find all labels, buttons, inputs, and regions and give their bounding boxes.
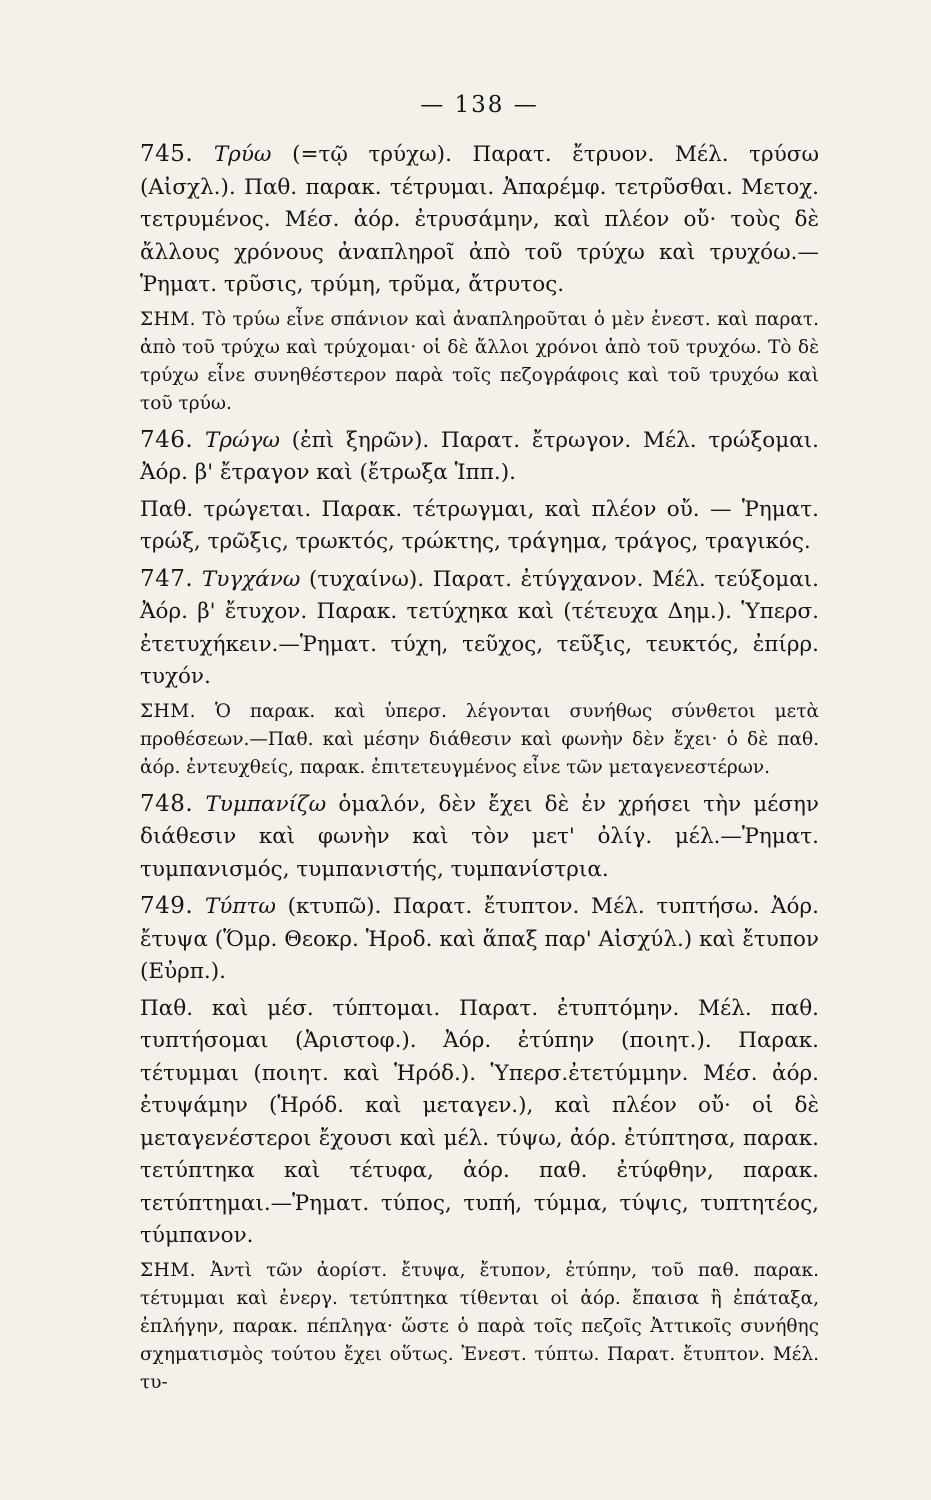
entry-lemma: Τυγχάνω <box>201 566 301 592</box>
note-745 <box>140 306 819 418</box>
note-text: Τὸ τρύω εἶνε σπάνιον καὶ ἀναπληροῦται ὁ μὲν ἐνεστ. καὶ παρατ. ἀπὸ τοῦ τρύχω καὶ τρύχομαι· οἱ δὲ ἄλλοι χρόνοι ἀπὸ τοῦ τρυχόω. Τὸ δὲ τρύχω εἶνε συνηθέστερον παρὰ τοῖς πεζογράφοις καὶ τοῦ τρυχόω καὶ τοῦ τρύω. <box>140 308 819 414</box>
entry-number: 746. <box>140 426 194 453</box>
entry-number: 747. <box>140 565 194 592</box>
note-749 <box>140 1257 819 1397</box>
page-number: — 138 — <box>420 92 539 118</box>
entry-749 <box>140 890 819 989</box>
entry-745 <box>140 138 819 302</box>
note-text: Ὁ παρακ. καὶ ὑπερσ. λέγονται συνήθως σύνθετοι μετὰ προθέσεων.—Παθ. καὶ μέσην διάθεσιν καὶ φωνὴν δὲν ἔχει· ὁ δὲ παθ. ἀόρ. ἐντευχθείς, παρακ. ἐπιτετευγμένος εἶνε τῶν μεταγενεστέρων. <box>140 700 819 778</box>
entry-text: (κτυπῶ). Παρατ. ἔτυπτον. Μέλ. τυπτήσω. Ἀόρ. ἔτυψα (Ὅμρ. Θεοκρ. Ἡροδ. καὶ ἅπαξ παρ' Αἰσχύλ.) καὶ ἔτυπον (Εὐρπ.). <box>140 894 819 984</box>
note-text: Ἀντὶ τῶν ἀορίστ. ἔτυψα, ἔτυπον, ἐτύπην, τοῦ παθ. παρακ. τέτυμμαι καὶ ἐνεργ. τετύπτηκα τίθενται οἱ ἀόρ. ἔπαισα ἢ ἐπάταξα, ἐπλήγην, παρακ. πέπληγα· ὥστε ὁ παρὰ τοῖς πεζοῖς Ἀττικοῖς συνήθης σχηματισμὸς τούτου ἔχει οὕτως. Ἐνεστ. τύπτω. Παρατ. ἔτυπτον. Μέλ. τυ- <box>140 1259 819 1393</box>
entry-747 <box>140 563 819 694</box>
entry-749-continued: Παθ. καὶ μέσ. τύπτομαι. Παρατ. ἐτυπτόμην. Μέλ. παθ. τυπτήσομαι (Ἀριστοφ.). Ἀόρ. ἐτύπην (ποιητ.). Παρακ. τέτυμμαι (ποιητ. καὶ Ἡρόδ.). Ὑπερσ.ἐτετύμμην. Μέσ. ἀόρ. ἐτυψάμην (Ἡρόδ. καὶ μεταγεν.), καὶ πλέον οὔ· οἱ δὲ μεταγενέστεροι ἔχουσι καὶ μέλ. τύψω, ἀόρ. ἐτύπτησα, παρακ. τετύπτηκα καὶ τέτυφα, ἀόρ. παθ. ἐτύφθην, παρακ. τετύπτημαι.—Ῥηματ. τύπος, τυπή, τύμμα, τύψις, τυπτητέος, τύμπανον. <box>140 995 819 1248</box>
entry-lemma: Τρύω <box>213 142 272 167</box>
entry-text: (ἐπὶ ξηρῶν). Παρατ. ἔτρωγον. Μέλ. τρώξομαι. Ἀόρ. β' ἔτραγον καὶ (ἔτρωξα Ἱππ.). <box>140 427 819 485</box>
entry-746 <box>140 424 819 490</box>
note-747 <box>140 698 819 782</box>
entry-748 <box>140 788 819 887</box>
entry-number: 748. <box>140 790 194 817</box>
note-label: ΣΗΜ. <box>140 700 197 722</box>
entry-number: 745. <box>140 141 194 167</box>
entry-746-continued: Παθ. τρώγεται. Παρακ. τέτρωγμαι, καὶ πλέον οὔ. — Ῥηματ. τρώξ, τρῶξις, τρωκτός, τρώκτης, τράγημα, τράγος, τραγικός. <box>140 496 819 554</box>
entry-text: ὁμαλόν, δὲν ἔχει δὲ ἐν χρήσει τὴν μέσην διάθεσιν καὶ φωνὴν καὶ τὸν μετ' ὀλίγ. μέλ.—Ῥηματ. τυμπανισμός, τυμπανιστής, τυμπανίστρια. <box>140 791 820 882</box>
note-label: ΣΗΜ. <box>140 308 197 330</box>
entry-text: (=τῷ τρύχω). Παρατ. ἔτρυον. Μέλ. τρύσω (Αἰσχλ.). Παθ. παρακ. τέτρυμαι. Ἀπαρέμφ. τετρῦσθαι. Μετοχ. τετρυμένος. Μέσ. ἀόρ. ἐτρυσάμην, καὶ πλέον οὔ· τοὺς δὲ ἄλλους χρόνους ἀναπληροῖ ἀπὸ τοῦ τρύχω καὶ τρυχόω.—Ῥηματ. τρῦσις, τρύμη, τρῦμα, ἄτρυτος. <box>140 142 819 297</box>
entry-lemma: Τρώγω <box>205 427 280 453</box>
entry-lemma: Τύπτω <box>204 894 276 919</box>
entry-number: 749. <box>140 893 194 919</box>
entry-lemma: Τυμπανίζω <box>205 791 327 817</box>
entry-text: (τυχαίνω). Παρατ. ἐτύγχανον. Μέλ. τεύξομαι. Ἀόρ. β' ἔτυχον. Παρακ. τετύχηκα καὶ (τέτευχα Δημ.). Ὑπερσ. ἐτετυχήκειν.—Ῥηματ. τύχη, τεῦχος, τεῦξις, τευκτός, ἐπίρρ. τυχόν. <box>140 566 819 689</box>
note-label: ΣΗΜ. <box>140 1259 197 1281</box>
